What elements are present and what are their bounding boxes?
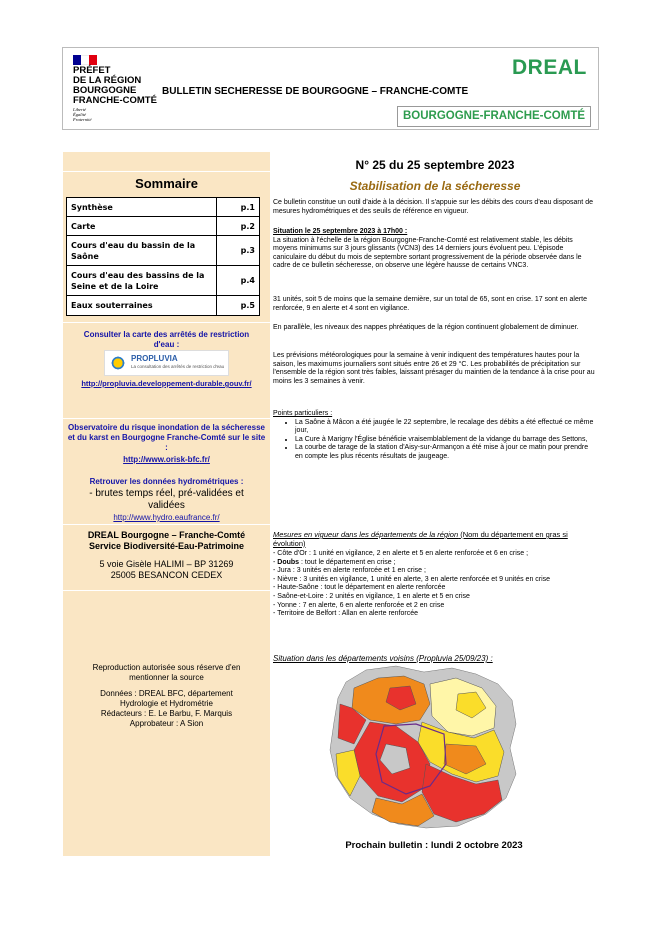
drought-map [326,664,518,830]
toc-row[interactable] [67,296,260,316]
mesures-heading: Mesures en vigueur dans les départements de la région [273,530,459,539]
toc-label: Cours d'eau des bassins de la Seine et de la Loire [67,266,217,296]
mesure-item: - Doubs : tout le département en crise ; [273,558,396,566]
motto-line: Fraternité [73,117,92,122]
toc-page: p.2 [217,217,260,236]
hydro-description: - brutes temps réel, pré-validées et validées [89,488,244,511]
mesure-item: - Saône-et-Loire : 2 unités en vigilance, 1 en alerte et 5 en crise [273,592,470,600]
prefecture-line: FRANCHE-COMTÉ [73,95,157,106]
prefecture-logo [73,55,161,123]
prefecture-line: DE LA RÉGION [73,75,142,86]
approbateur-credit: Approbateur : A Sion [129,719,204,728]
toc-row[interactable] [67,266,260,296]
toc-label: Carte [67,217,217,236]
hydro-title: Retrouver les données hydrométriques : [89,477,244,486]
points-heading: Points particuliers : [273,410,333,417]
bulletin-subtitle: Stabilisation de la sécheresse [349,179,521,193]
mesure-item: - Yonne : 7 en alerte, 6 en alerte renforcée et 2 en crise [273,601,445,609]
address-line: 25005 BESANCON CEDEX [110,570,223,580]
mesure-item: - Côte d'Or : 1 unité en vigilance, 2 en alerte et 5 en alerte renforcée et 6 en crise ; [273,550,529,557]
mesures-note: (Nom du département en gras si évolution) [273,530,568,548]
region-logo: BOURGOGNE-FRANCHE-COMTÉ [397,106,591,127]
counts-paragraph: 31 unités, soit 5 de moins que la semaine dernière, sur un total de 65, sont en crise. 17 sont en alerte renforcée, 9 en alerte et 4 sont en vigilance. [273,296,588,312]
dreal-logo: DREAL [512,56,587,79]
previsions-paragraph: Les prévisions météorologiques pour la semaine à venir indiquent des températures hautes pour la saison, les maximums journaliers sont situés entre 26 et 29 °C. Les probabilités de précipitation sur l'ensemble de la région sont très faibles, laissant présager du maintien de la tendance à la crise pour au moins les 3 semaines à venir. [273,352,595,385]
sidebar-divider [63,590,270,591]
toc-label: Eaux souterraines [67,296,217,316]
sidebar-divider [63,524,270,525]
motto-line: Égalité [73,112,86,117]
toc-page: p.3 [217,236,260,266]
situation-paragraph: La situation à l'échelle de la région Bourgogne-Franche-Comté est relativement stable, les débits moyens minimums sur 3 jours glissants (VCN3) des 14 derniers jours évoluent peu. L'épisode caniculaire du début du mois de septembre sortant progressivement de la période observée dans le cadre de ce bulletin sécheresse, on observe une légère hausse de certains VNC3. [273,236,582,270]
intro-paragraph: Ce bulletin constitue un outil d'aide à la décision. Il s'appuie sur les débits des cours d'eau disposant de mesures hydrométriques et des seuils de référence en vigueur. [273,199,593,215]
nappes-paragraph: En parallèle, les niveaux des nappes phréatiques de la région continuent globalement de diminuer. [273,324,579,331]
mesure-item: - Haute-Saône : tout le département en alerte renforcée [273,584,446,592]
mesure-item: - Nièvre : 3 unités en vigilance, 1 unité en alerte, 3 en alerte renforcée et 9 unités en crise [273,575,551,583]
sidebar-divider [63,418,270,419]
observatoire-text: Observatoire du risque inondation de la sécheresse et du karst en Bourgogne Franche-Comté sur le site : [67,423,266,452]
propluvia-sun-icon [110,355,126,371]
propluvia-logo[interactable] [104,350,229,376]
propluvia-subtitle: La consultation des arrêtés de restriction d'eau [131,364,225,369]
situation-heading: Situation le 25 septembre 2023 à 17h00 : [273,228,408,235]
service-name: Service Biodiversité-Eau-Patrimoine [88,541,245,551]
arretes-text: Consulter la carte des arrêtés de restriction d'eau : [83,330,250,349]
list-item: • La courbe de tarage de la station d'Aisy-sur-Armançon a été mise à jour ce matin pour prendre en compte les plus récents résultats de jaugeage. [295,444,595,461]
bulletin-title: BULLETIN SECHERESSE DE BOURGOGNE – FRANCHE-COMTE [162,86,469,97]
hydro-link[interactable]: http://www.hydro.eaufrance.fr/ [113,513,220,522]
sidebar-divider [63,171,270,172]
address-line: 5 voie Gisèle HALIMI – BP 31269 [99,559,234,569]
toc-page: p.5 [217,296,260,316]
table-of-contents [66,197,260,316]
toc-label: Synthèse [67,198,217,217]
toc-row[interactable] [67,217,260,236]
toc-row[interactable] [67,236,260,266]
prefecture-line: BOURGOGNE [73,85,137,96]
points-list [273,419,595,462]
toc-row[interactable] [67,198,260,217]
bulletin-header [62,47,599,130]
sidebar-divider [63,322,270,323]
propluvia-name: PROPLUVIA [131,354,178,363]
next-bulletin: Prochain bulletin : lundi 2 octobre 2023 [345,840,523,851]
sommaire-title: Sommaire [135,176,198,191]
redacteurs-credit: Rédacteurs : E. Le Barbu, F. Marquis [100,709,233,718]
map-title: Situation dans les départements voisins (Propluvia 25/09/23) : [273,654,493,663]
mesure-item: - Jura : 3 unités en alerte renforcée et 1 en crise ; [273,567,426,575]
list-item: • La Cure à Marigny l'Église bénéficie vraisemblablement de la vidange du barrage des Settons, [295,436,595,445]
bulletin-number: N° 25 du 25 septembre 2023 [355,158,515,172]
marianne-flag-icon [73,55,97,65]
toc-page: p.1 [217,198,260,217]
reproduction-note: Reproduction autorisée sous réserve d'en mentionner la source [92,663,241,682]
prefecture-line: PRÉFET [73,65,111,76]
dreal-name: DREAL Bourgogne – Franche-Comté [87,530,246,540]
mesure-item: - Territoire de Belfort : Allan en alerte renforcée [273,610,419,618]
donnees-credit: Données : DREAL BFC, département Hydrologie et Hydrométrie [100,689,233,708]
orisk-link[interactable]: http://www.orisk-bfc.fr/ [123,455,210,464]
propluvia-link[interactable]: http://propluvia.developpement-durable.gouv.fr/ [81,379,252,388]
toc-label: Cours d'eau du bassin de la Saône [67,236,217,266]
motto-line: Liberté [73,107,86,112]
list-item: • La Saône à Mâcon a été jaugée le 22 septembre, le recalage des débits a été effectué ce même jour, [295,419,595,436]
toc-page: p.4 [217,266,260,296]
